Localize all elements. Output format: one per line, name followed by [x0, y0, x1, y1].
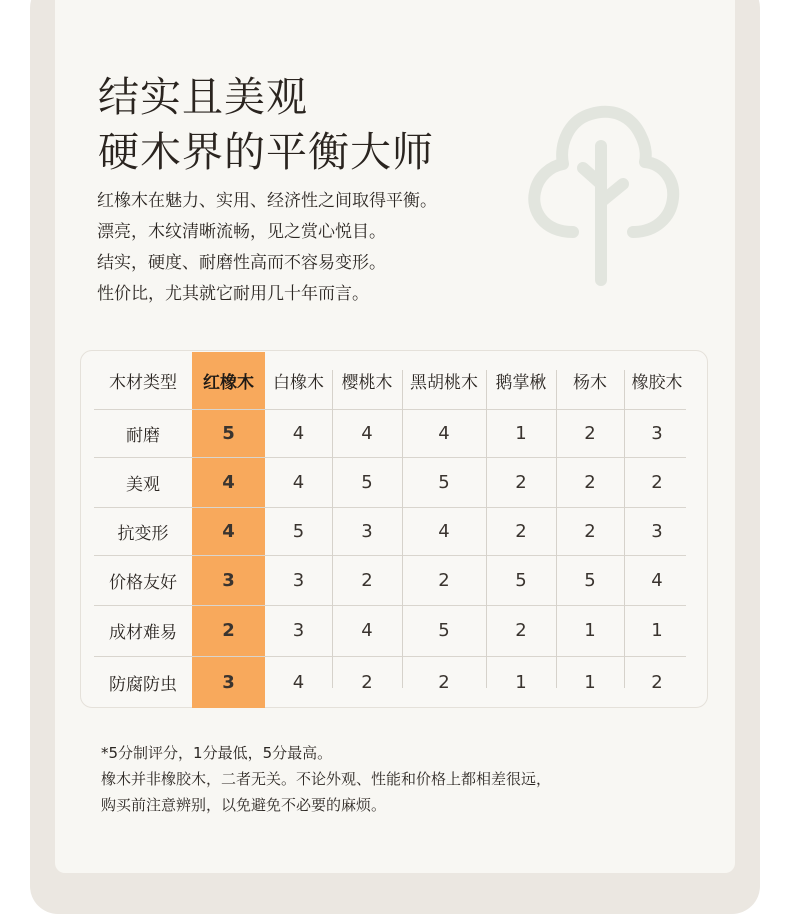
- score-cell: 3: [651, 422, 663, 444]
- score-cell: 4: [361, 620, 373, 641]
- score-cell: 5: [515, 569, 527, 591]
- title-line-2: 硬木界的平衡大师: [98, 128, 434, 176]
- score-cell: 3: [651, 520, 663, 542]
- score-cell: 4: [292, 671, 305, 693]
- score-cell: 3: [222, 671, 235, 693]
- description-line: 结实，硬度、耐磨性高而不容易变形。: [97, 253, 386, 273]
- score-cell: 5: [438, 620, 450, 641]
- row-label: 防腐防虫: [109, 674, 177, 695]
- score-cell: 2: [515, 520, 527, 542]
- score-cell: 2: [515, 471, 527, 493]
- score-cell: 2: [515, 620, 527, 641]
- column-header: 橡胶木: [631, 373, 683, 393]
- score-cell: 3: [292, 569, 305, 591]
- score-cell: 4: [222, 520, 235, 542]
- score-cell: 4: [438, 422, 450, 444]
- column-header: 樱桃木: [341, 373, 393, 393]
- score-cell: 2: [584, 471, 596, 493]
- description-line: 性价比，尤其就它耐用几十年而言。: [97, 284, 369, 304]
- header-corner: 木材类型: [109, 373, 177, 393]
- score-cell: 5: [438, 471, 450, 493]
- score-cell: 4: [651, 569, 663, 591]
- description-line: 漂亮，木纹清晰流畅，见之赏心悦目。: [97, 222, 386, 242]
- score-cell: 2: [584, 422, 596, 444]
- score-cell: 2: [222, 620, 235, 641]
- score-cell: 2: [361, 569, 373, 591]
- score-cell: 2: [651, 671, 663, 693]
- row-label: 抗变形: [117, 523, 169, 544]
- row-label: 成材难易: [109, 623, 177, 643]
- score-cell: 4: [292, 422, 305, 444]
- score-cell: 1: [584, 620, 596, 641]
- column-header: 红橡木: [203, 373, 254, 393]
- score-cell: 3: [292, 620, 305, 641]
- score-cell: 4: [438, 520, 450, 542]
- score-cell: 2: [361, 671, 373, 693]
- footnote-line: *5分制评分，1分最低，5分最高。: [101, 744, 333, 762]
- column-header: 鹅掌楸: [495, 373, 547, 393]
- column-header: 白橡木: [273, 373, 324, 393]
- score-cell: 1: [515, 422, 527, 444]
- score-cell: 1: [515, 671, 527, 693]
- score-cell: 5: [292, 520, 305, 542]
- score-cell: 2: [584, 520, 596, 542]
- description-line: 红橡木在魅力、实用、经济性之间取得平衡。: [97, 191, 437, 211]
- footnote-line: 橡木并非橡胶木，二者无关。不论外观、性能和价格上都相差很远，: [101, 770, 552, 788]
- tree-icon: [525, 104, 680, 286]
- column-header: 黑胡桃木: [410, 373, 478, 393]
- column-header: 杨木: [573, 373, 607, 393]
- score-cell: 5: [584, 569, 596, 591]
- score-cell: 1: [584, 671, 596, 693]
- score-cell: 4: [222, 471, 235, 493]
- score-cell: 2: [651, 471, 663, 493]
- score-cell: 3: [222, 569, 235, 591]
- footnote-line: 购买前注意辨别，以免避免不必要的麻烦。: [101, 796, 387, 814]
- score-cell: 2: [438, 569, 450, 591]
- row-label: 美观: [126, 474, 160, 495]
- score-cell: 1: [651, 620, 663, 641]
- title-line-1: 结实且美观: [98, 73, 308, 121]
- description: [97, 186, 437, 310]
- footnotes: [101, 740, 551, 818]
- row-label: 耐磨: [126, 425, 160, 446]
- score-cell: 3: [361, 520, 373, 542]
- score-cell: 2: [438, 671, 450, 693]
- score-cell: 5: [222, 422, 235, 444]
- score-cell: 4: [292, 471, 305, 493]
- score-cell: 4: [361, 422, 373, 444]
- row-label: 价格友好: [109, 572, 177, 593]
- score-cell: 5: [361, 471, 373, 493]
